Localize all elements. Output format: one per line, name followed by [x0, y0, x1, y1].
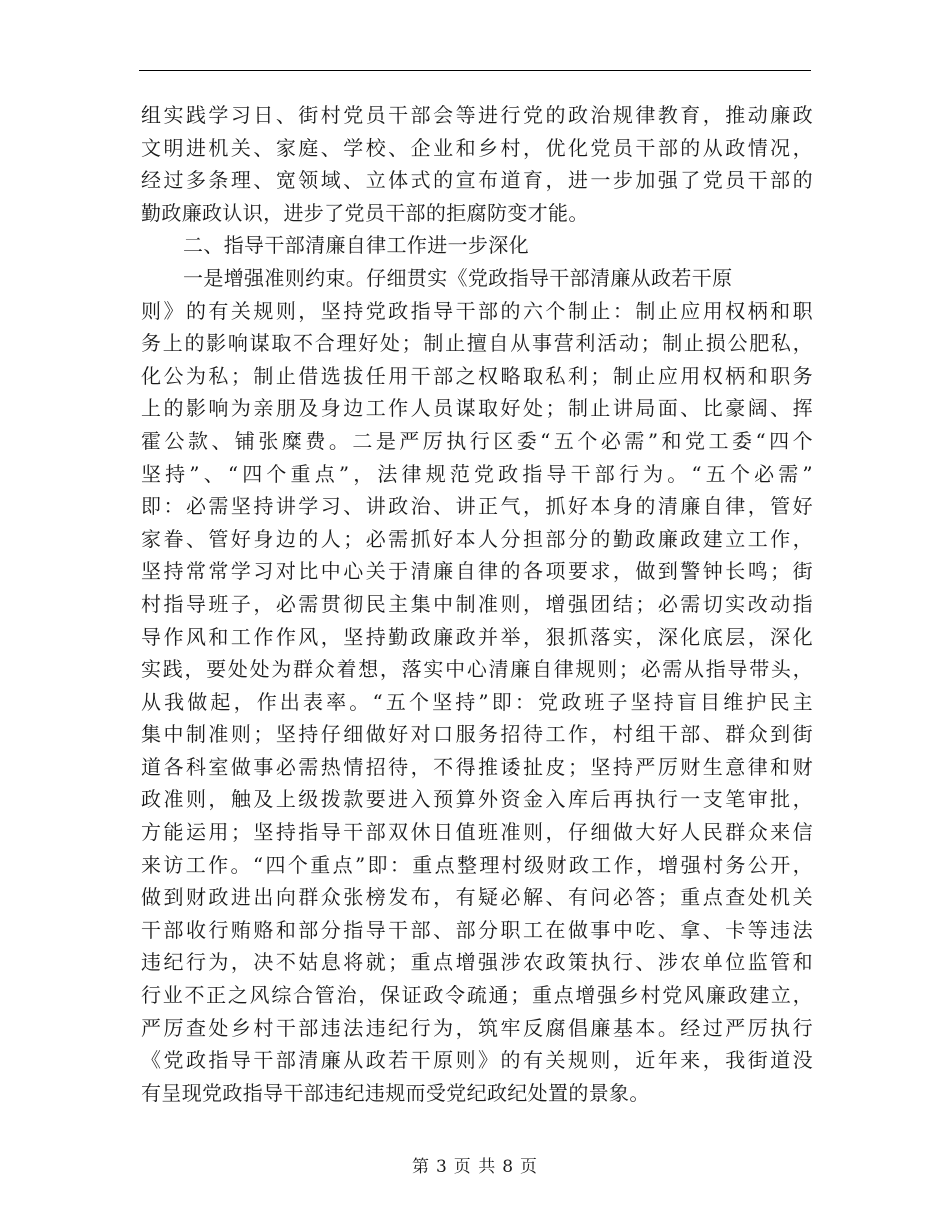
text-line: 组实践学习日、街村党员干部会等进行党的政治规律教育，推动廉政 — [141, 103, 813, 127]
total-pages-number: 8 — [502, 1157, 515, 1177]
page-label-prefix: 第 — [411, 1157, 430, 1177]
text-line: 勤政廉政认识，进步了党员干部的拒腐防变才能。 — [141, 200, 589, 225]
page-label-mid: 页 共 — [453, 1157, 497, 1177]
text-line: 文明进机关、家庭、学校、企业和乡村，优化党员干部的从政情况， — [141, 135, 813, 160]
text-line: 来访工作。“四个重点”即：重点整理村级财政工作，增强村务公开， — [141, 852, 813, 877]
text-line: 经过多条理、宽领域、立体式的宣布道育，进一步加强了党员干部的 — [141, 168, 813, 193]
text-line: 坚持常常学习对比中心关于清廉自律的各项要求，做到警钟长鸣；街 — [141, 559, 813, 584]
text-line: 干部收行贿赂和部分指导干部、部分职工在做事中吃、拿、卡等违法 — [141, 917, 813, 942]
page-label-suffix: 页 — [520, 1157, 539, 1177]
text-line: 做到财政进出向群众张榜发布，有疑必解、有问必答；重点查处机关 — [141, 885, 813, 910]
text-line: 则》的有关规则，坚持党政指导干部的六个制止：制止应用权柄和职 — [141, 298, 813, 323]
text-line: 从我做起，作出表率。“五个坚持”即：党政班子坚持盲目维护民主 — [141, 689, 813, 714]
page-number-footer — [0, 1152, 950, 1177]
text-line: 方能运用；坚持指导干部双休日值班准则，仔细做大好人民群众来信 — [141, 820, 813, 845]
text-line: 上的影响为亲朋及身边工作人员谋取好处；制止讲局面、比豪阔、挥 — [141, 396, 813, 421]
text-line: 一是增强准则约束。仔细贯实《党政指导干部清廉从政若干原 — [183, 265, 733, 290]
text-line: 村指导班子，必需贯彻民主集中制准则，增强团结；必需切实改动指 — [141, 591, 813, 616]
text-line: 实践，要处处为群众着想，落实中心清廉自律规则；必需从指导带头， — [141, 657, 813, 682]
header-rule — [139, 70, 811, 71]
text-line: 即：必需坚持讲学习、讲政治、讲正气，抓好本身的清廉自律，管好 — [141, 494, 813, 519]
text-line: 集中制准则；坚持仔细做好对口服务招待工作，村组干部、群众到街 — [141, 722, 813, 747]
current-page-number: 3 — [435, 1157, 448, 1177]
text-line: 政准则，触及上级拨款要进入预算外资金入库后再执行一支笔审批， — [141, 787, 813, 812]
text-line: 霍公款、铺张糜费。二是严厉执行区委“五个必需”和党工委“四个 — [141, 428, 813, 453]
text-line: 务上的影响谋取不合理好处；制止擅自从事营利活动；制止损公肥私， — [141, 331, 813, 356]
text-line: 导作风和工作作风，坚持勤政廉政并举，狠抓落实，深化底层，深化 — [141, 624, 813, 649]
text-line: 道各科室做事必需热情招待，不得推诿扯皮；坚持严厉财生意律和财 — [141, 754, 813, 779]
text-line: 有呈现党政指导干部违纪违规而受党纪政纪处置的景象。 — [141, 1080, 650, 1105]
text-line: 违纪行为，决不姑息将就；重点增强涉农政策执行、涉农单位监管和 — [141, 950, 813, 975]
text-line: 家眷、管好身边的人；必需抓好本人分担部分的勤政廉政建立工作， — [141, 526, 813, 551]
text-line: 化公为私；制止借选拔任用干部之权略取私利；制止应用权柄和职务 — [141, 363, 813, 388]
text-line: 《党政指导干部清廉从政若干原则》的有关规则，近年来，我街道没 — [141, 1048, 813, 1073]
text-line: 坚持”、“四个重点”，法律规范党政指导干部行为。“五个必需” — [141, 461, 813, 486]
body-text — [141, 99, 813, 1109]
section-heading: 二、指导干部清廉自律工作进一步深化 — [183, 233, 529, 258]
text-line: 行业不正之风综合管治，保证政令疏通；重点增强乡村党风廉政建立， — [141, 983, 813, 1008]
text-line: 严厉查处乡村干部违法违纪行为，筑牢反腐倡廉基本。经过严厉执行 — [141, 1015, 813, 1040]
